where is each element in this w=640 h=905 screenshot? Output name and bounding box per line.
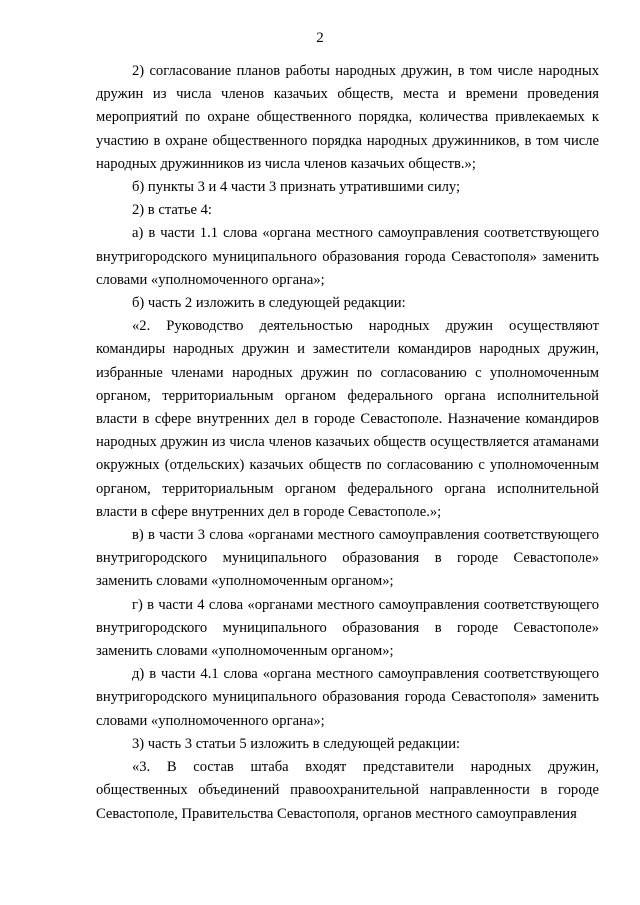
paragraph-item-2-approval: 2) согласование планов работы народных дружин, в том числе народных дружин из числа членов казачьих обществ, места и времени проведения мероприятий по охране общественного порядка, количества привлекаемых к участию в охране общественного порядка народных дружинников, в том числе народных дружинников из числа членов казачьих обществ.»;: [96, 63, 599, 172]
paragraph-item-d-part-4-1: д) в части 4.1 слова «органа местного самоуправления соответствующего внутригородского муниципального образования города Севастополя» заменить словами «уполномоченного органа»;: [96, 666, 599, 729]
paragraph-article-4-heading: 2) в статье 4:: [132, 202, 212, 219]
paragraph-item-b-repeal: б) пункты 3 и 4 части 3 признать утратившими силу;: [132, 179, 461, 196]
page-number: 2: [316, 30, 324, 46]
paragraph-item-b-part-2: б) часть 2 изложить в следующей редакции:: [132, 295, 406, 312]
paragraph-item-v-part-3: в) в части 3 слова «органами местного самоуправления соответствующего внутригородского муниципального образования в городе Севастополе» заменить словами «уполномоченным органом»;: [96, 527, 599, 590]
paragraph-new-part-2-text: «2. Руководство деятельностью народных дружин осуществляют командиры народных дружин и заместители командиров народных дружин, избранные членами народных дружин по согласованию с уполномоченным органом, территориальным органом федерального органа исполнительной власти в сфере внутренних дел в городе Севастополе. Назначение командиров народных дружин из числа членов казачьих обществ осуществляется атаманами окружных (отдельских) казачьих обществ по согласованию с уполномоченным органом, территориальным органом федерального органа исполнительной власти в сфере внутренних дел в городе Севастополе.»;: [96, 318, 599, 520]
paragraph-new-part-3-text: «3. В состав штаба входят представители народных дружин, общественных объединений правоохранительной направленности в городе Севастополе, Правительства Севастополя, органов местного самоуправления: [96, 759, 599, 822]
paragraph-item-a-part-1-1: а) в части 1.1 слова «органа местного самоуправления соответствующего внутригородского муниципального образования города Севастополя» заменить словами «уполномоченного органа»;: [96, 225, 599, 288]
document-body: [96, 60, 599, 826]
paragraph-item-g-part-4: г) в части 4 слова «органами местного самоуправления соответствующего внутригородского муниципального образования в городе Севастополе» заменить словами «уполномоченным органом»;: [96, 596, 599, 660]
paragraph-article-5-part-3: 3) часть 3 статьи 5 изложить в следующей редакции:: [132, 735, 461, 752]
